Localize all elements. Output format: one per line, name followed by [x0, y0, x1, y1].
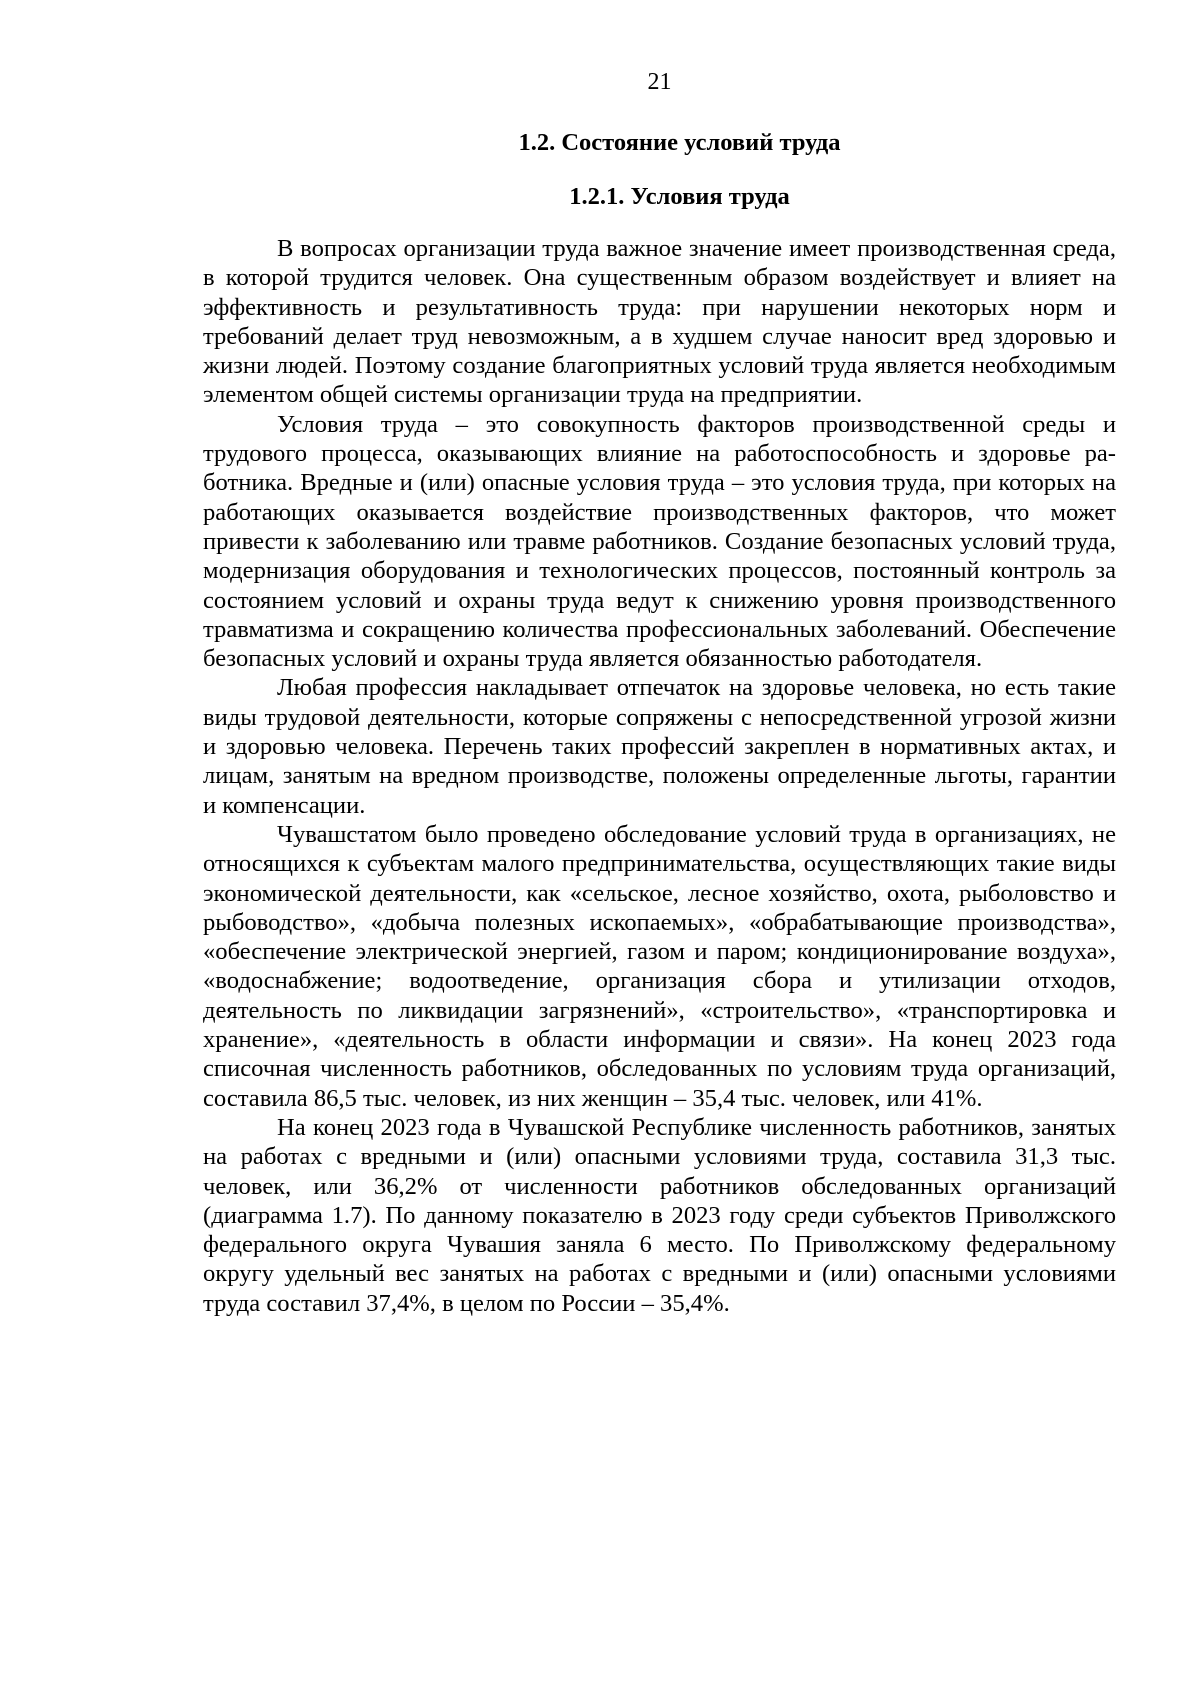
page-number: 21	[647, 69, 672, 95]
paragraph-survey: Чувашстатом было проведено обследование условий труда в организациях, не относящихся к субъектам малого предпринимательства, осуществляющих такие виды экономической деятельности, как «сельское, лесное хозяйство, охота, рыболовство и рыбоводство», «добыча полезных ископаемых», «обрабатывающие производства», «обеспечение электрической энергией, газом и паром; кондиционирование воздуха», «водоснабжение; водоотведение, организация сбора и утилизации отходов, деятельность по ликвидации загрязнений», «строительство», «транспортировка и хранение», «деятельность в области информации и связи». На конец 2023 года списочная численность работников, обследованных по условиям труда организаций, составила 86,5 тыс. человек, из них женщин – 35,4 тыс. человек, или 41%.	[203, 820, 1116, 1112]
paragraph-working-conditions-definition: Условия труда – это совокупность факторов производственной среды и трудового процесса, оказывающих влияние на работоспособность и здоровье работника. Вредные и (или) опасные условия труда – это условия труда, при которых на работающих оказывается воздействие производственных факторов, что может привести к заболеванию или травме работников. Создание безопасных условий труда, модернизация оборудования и технологических процессов, постоянный контроль за состоянием условий и охраны труда ведут к снижению уровня производственного травматизма и сокращению количества профессиональных заболеваний. Обеспечение безопасных условий и охраны труда является обязанностью работодателя.	[203, 410, 1116, 673]
subsection-heading: 1.2.1. Условия труда	[569, 183, 790, 210]
paragraph-hazardous-professions: Любая профессия накладывает отпечаток на здоровье человека, но есть такие виды трудовой деятельности, которые сопряжены с непосредственной угрозой жизни и здоровью человека. Перечень таких профессий закреплен в нормативных актах, и лицам, занятым на вредном производстве, положены определенные льготы, гарантии и компенсации.	[203, 674, 1116, 819]
paragraph-work-environment: В вопросах организации труда важное значение имеет производственная среда, в которой трудится человек. Она существенным образом воздействует и влияет на эффективность и результативность труда: при нарушении некоторых норм и требований делает труд невозможным, а в худшем случае наносит вред здоровью и жизни людей. Поэтому создание благоприятных условий труда является необходимым элементом общей системы организации труда на предприятии.	[203, 235, 1116, 409]
section-heading: 1.2. Состояние условий труда	[518, 129, 841, 156]
page-content	[203, 122, 1116, 1318]
paragraph-hazardous-employment-stats: На конец 2023 года в Чувашской Республике численность работников, занятых на работах с вредными и (или) опасными условиями труда, составила 31,3 тыс. человек, или 36,2% от численности работников обследованных организаций (диаграмма 1.7). По данному показателю в 2023 году среди субъектов Приволжского федерального округа Чувашия заняла 6 место. По Приволжскому федеральному округу удельный вес занятых на работах с вредными и (или) опасными условиями труда составил 37,4%, в целом по России – 35,4%.	[203, 1113, 1116, 1317]
